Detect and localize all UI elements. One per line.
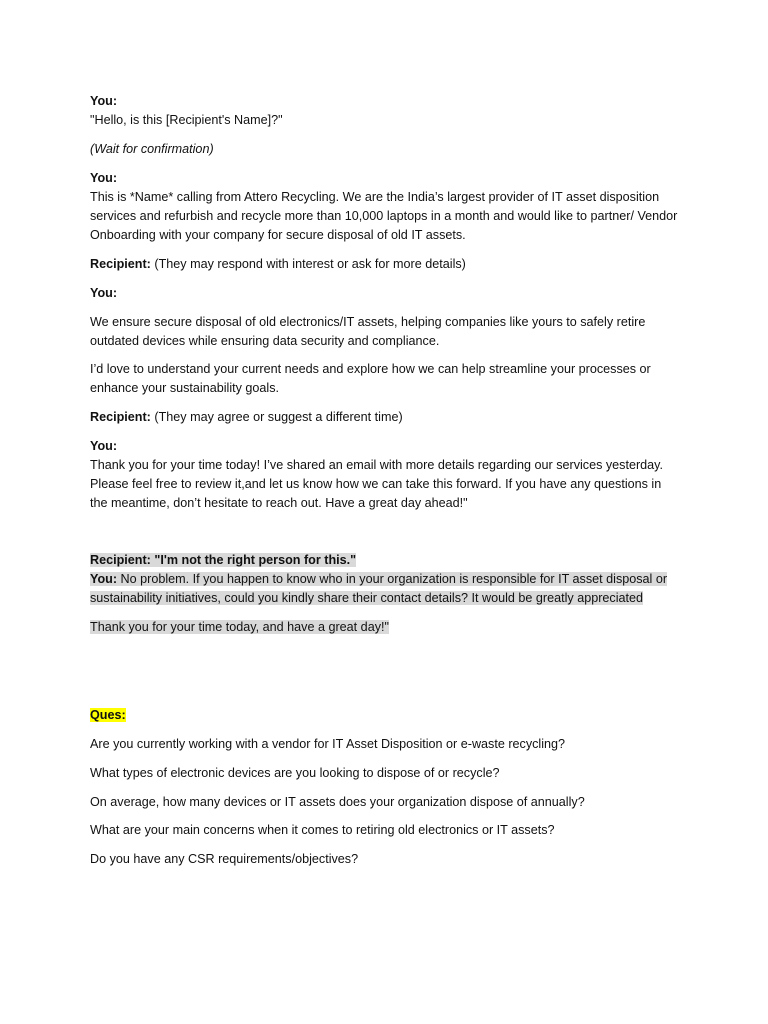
objection-thanks-block (90, 618, 680, 637)
speaker-label-recipient: Recipient: (90, 257, 151, 271)
question-item: What are your main concerns when it comes to retiring old electronics or IT assets? (90, 823, 555, 837)
objection-thanks: Thank you for your time today, and have a great day!" (90, 620, 389, 634)
speaker-label-you: You: (90, 286, 118, 300)
pitch-paragraph-1: We ensure secure disposal of old electronics/IT assets, helping companies like yours to safely retire outdated devices while ensuring data security and compliance. (90, 315, 646, 348)
recipient-response-1 (90, 255, 680, 274)
questions-heading: Ques: (90, 708, 126, 722)
speaker-label-you: You: (90, 171, 118, 185)
question-item: Do you have any CSR requirements/objectives? (90, 852, 359, 866)
greeting-line: "Hello, is this [Recipient's Name]?" (90, 113, 283, 127)
you-closing-block (90, 437, 680, 513)
speaker-label-you: You: (90, 439, 118, 453)
objection-reply-text: No problem. If you happen to know who in your organization is responsible for IT asset disposal or sustainability initiatives, could you kindly share their contact details? It would be greatly appreciated (90, 572, 668, 605)
wait-instruction: (Wait for confirmation) (90, 142, 214, 156)
you-intro-block (90, 169, 680, 245)
pitch-paragraph-2: I’d love to understand your current needs and explore how we can help streamline your processes or enhance your sustainability goals. (90, 362, 651, 395)
closing-paragraph: Thank you for your time today! I’ve shared an email with more details regarding our services yesterday. Please feel free to review it,and let us know how we can take this forward. If you have any questions in the meantime, don’t hesitate to reach out. Have a great day ahead!" (90, 458, 664, 510)
recipient-response-text: (They may respond with interest or ask for more details) (150, 257, 466, 271)
recipient-response-2 (90, 408, 680, 427)
objection-reply (90, 572, 667, 605)
question-item: Are you currently working with a vendor for IT Asset Disposition or e-waste recycling? (90, 737, 566, 751)
objection-recipient-line: Recipient: "I'm not the right person for this." (90, 553, 357, 567)
you-greeting-block (90, 92, 680, 130)
questions-heading-block (90, 706, 680, 725)
question-item: On average, how many devices or IT assets does your organization dispose of annually? (90, 795, 585, 809)
objection-block (90, 551, 670, 608)
speaker-label-you: You: (90, 572, 118, 586)
recipient-response-text: (They may agree or suggest a different time) (150, 410, 403, 424)
question-item: What types of electronic devices are you looking to dispose of or recycle? (90, 766, 500, 780)
speaker-label-recipient: Recipient: (90, 410, 151, 424)
speaker-label-you: You: (90, 94, 118, 108)
intro-paragraph: This is *Name* calling from Attero Recycling. We are the India’s largest provider of IT asset disposition services and refurbish and recycle more than 10,000 laptops in a month and would like to partner/ Vendor Onboarding with your company for secure disposal of old IT assets. (90, 190, 678, 242)
